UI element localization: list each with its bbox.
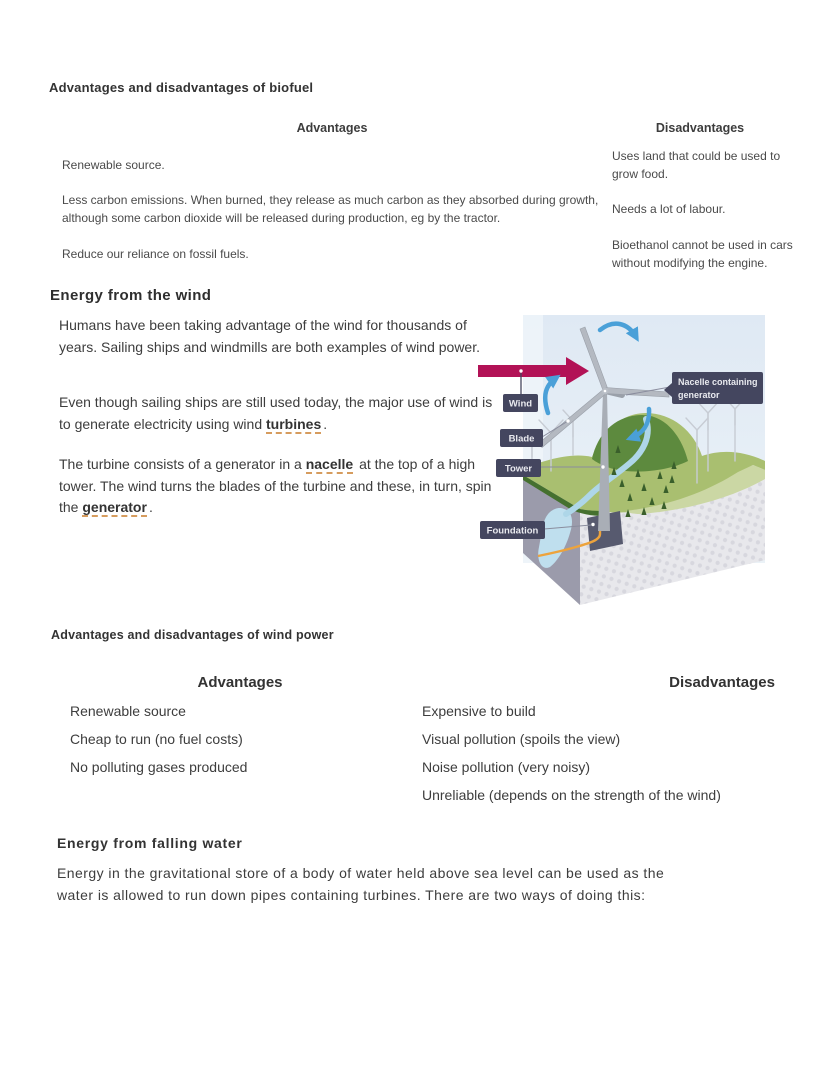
wind-power-heading: Advantages and disadvantages of wind power (51, 628, 334, 642)
biofuel-advantage-row: Reduce our reliance on fossil fuels. (62, 247, 249, 261)
wind-paragraph-2 (59, 392, 494, 435)
biofuel-disadvantages-header: Disadvantages (655, 121, 745, 135)
biofuel-disadvantage-row: Needs a lot of labour. (612, 202, 726, 216)
wind-paragraph-3-end: . (148, 499, 153, 515)
wind-power-disadvantage-row: Unreliable (depends on the strength of the wind) (422, 787, 721, 803)
tower-label: Tower (504, 463, 533, 475)
biofuel-disadvantage-row: Uses land that could be used to grow food. (612, 149, 781, 181)
wind-paragraph-2-end: . (323, 415, 328, 432)
wind-heading: Energy from the wind (50, 287, 212, 304)
wind-paragraph-3 (59, 454, 494, 519)
nacelle-label-line1: Nacelle containing (678, 377, 758, 387)
foundation-label: Foundation (486, 525, 539, 537)
falling-water-heading: Energy from falling water (57, 835, 243, 851)
wind-power-advantage-row: Cheap to run (no fuel costs) (70, 731, 243, 747)
wind-paragraph-3-mid: at the top of a high tower. The wind turns the blades of the turbine and these, in turn, spin the (59, 456, 492, 515)
glossary-term-nacelle[interactable]: nacelle (305, 456, 354, 472)
wind-power-advantages-header: Advantages (197, 674, 283, 691)
wind-power-disadvantage-row: Visual pollution (spoils the view) (422, 731, 621, 747)
wind-power-advantage-row: Renewable source (70, 703, 186, 719)
glossary-term-turbines[interactable]: turbines (266, 415, 322, 432)
wind-power-advantage-row: No polluting gases produced (70, 759, 248, 775)
falling-water-paragraph: Energy in the gravitational store of a body of water held above sea level can be used as the water is allowed to run down pipes containing turbines. There are two ways of doing this: (57, 865, 665, 903)
blade-label: Blade (508, 433, 535, 445)
wind-turbine-diagram (476, 313, 766, 608)
biofuel-advantage-row: Less carbon emissions. When burned, they release as much carbon as they absorbed during growth, although some carbon dioxide will be released during production, eg by the tractor. (62, 193, 599, 225)
wind-paragraph-3-text: The turbine consists of a generator in a (59, 456, 306, 472)
biofuel-heading: Advantages and disadvantages of biofuel (49, 80, 314, 95)
biofuel-advantage-row: Renewable source. (62, 158, 165, 172)
wind-paragraph-2-text: Even though sailing ships are still used today, the major use of wind is to generate electricity using wind (59, 394, 493, 432)
biofuel-advantages-header: Advantages (296, 121, 368, 135)
biofuel-disadvantage-row: Bioethanol cannot be used in cars without modifying the engine. (612, 238, 793, 270)
wind-paragraph-1: Humans have been taking advantage of the wind for thousands of years. Sailing ships and windmills are both examples of wind power. (59, 317, 480, 355)
nacelle-label-line2: generator (678, 390, 720, 400)
wind-power-disadvantages-header: Disadvantages (669, 674, 775, 691)
glossary-term-generator[interactable]: generator (82, 499, 147, 515)
wind-power-disadvantage-row: Noise pollution (very noisy) (422, 759, 591, 775)
wind-label: Wind (508, 398, 533, 410)
wind-power-disadvantage-row: Expensive to build (422, 703, 536, 719)
